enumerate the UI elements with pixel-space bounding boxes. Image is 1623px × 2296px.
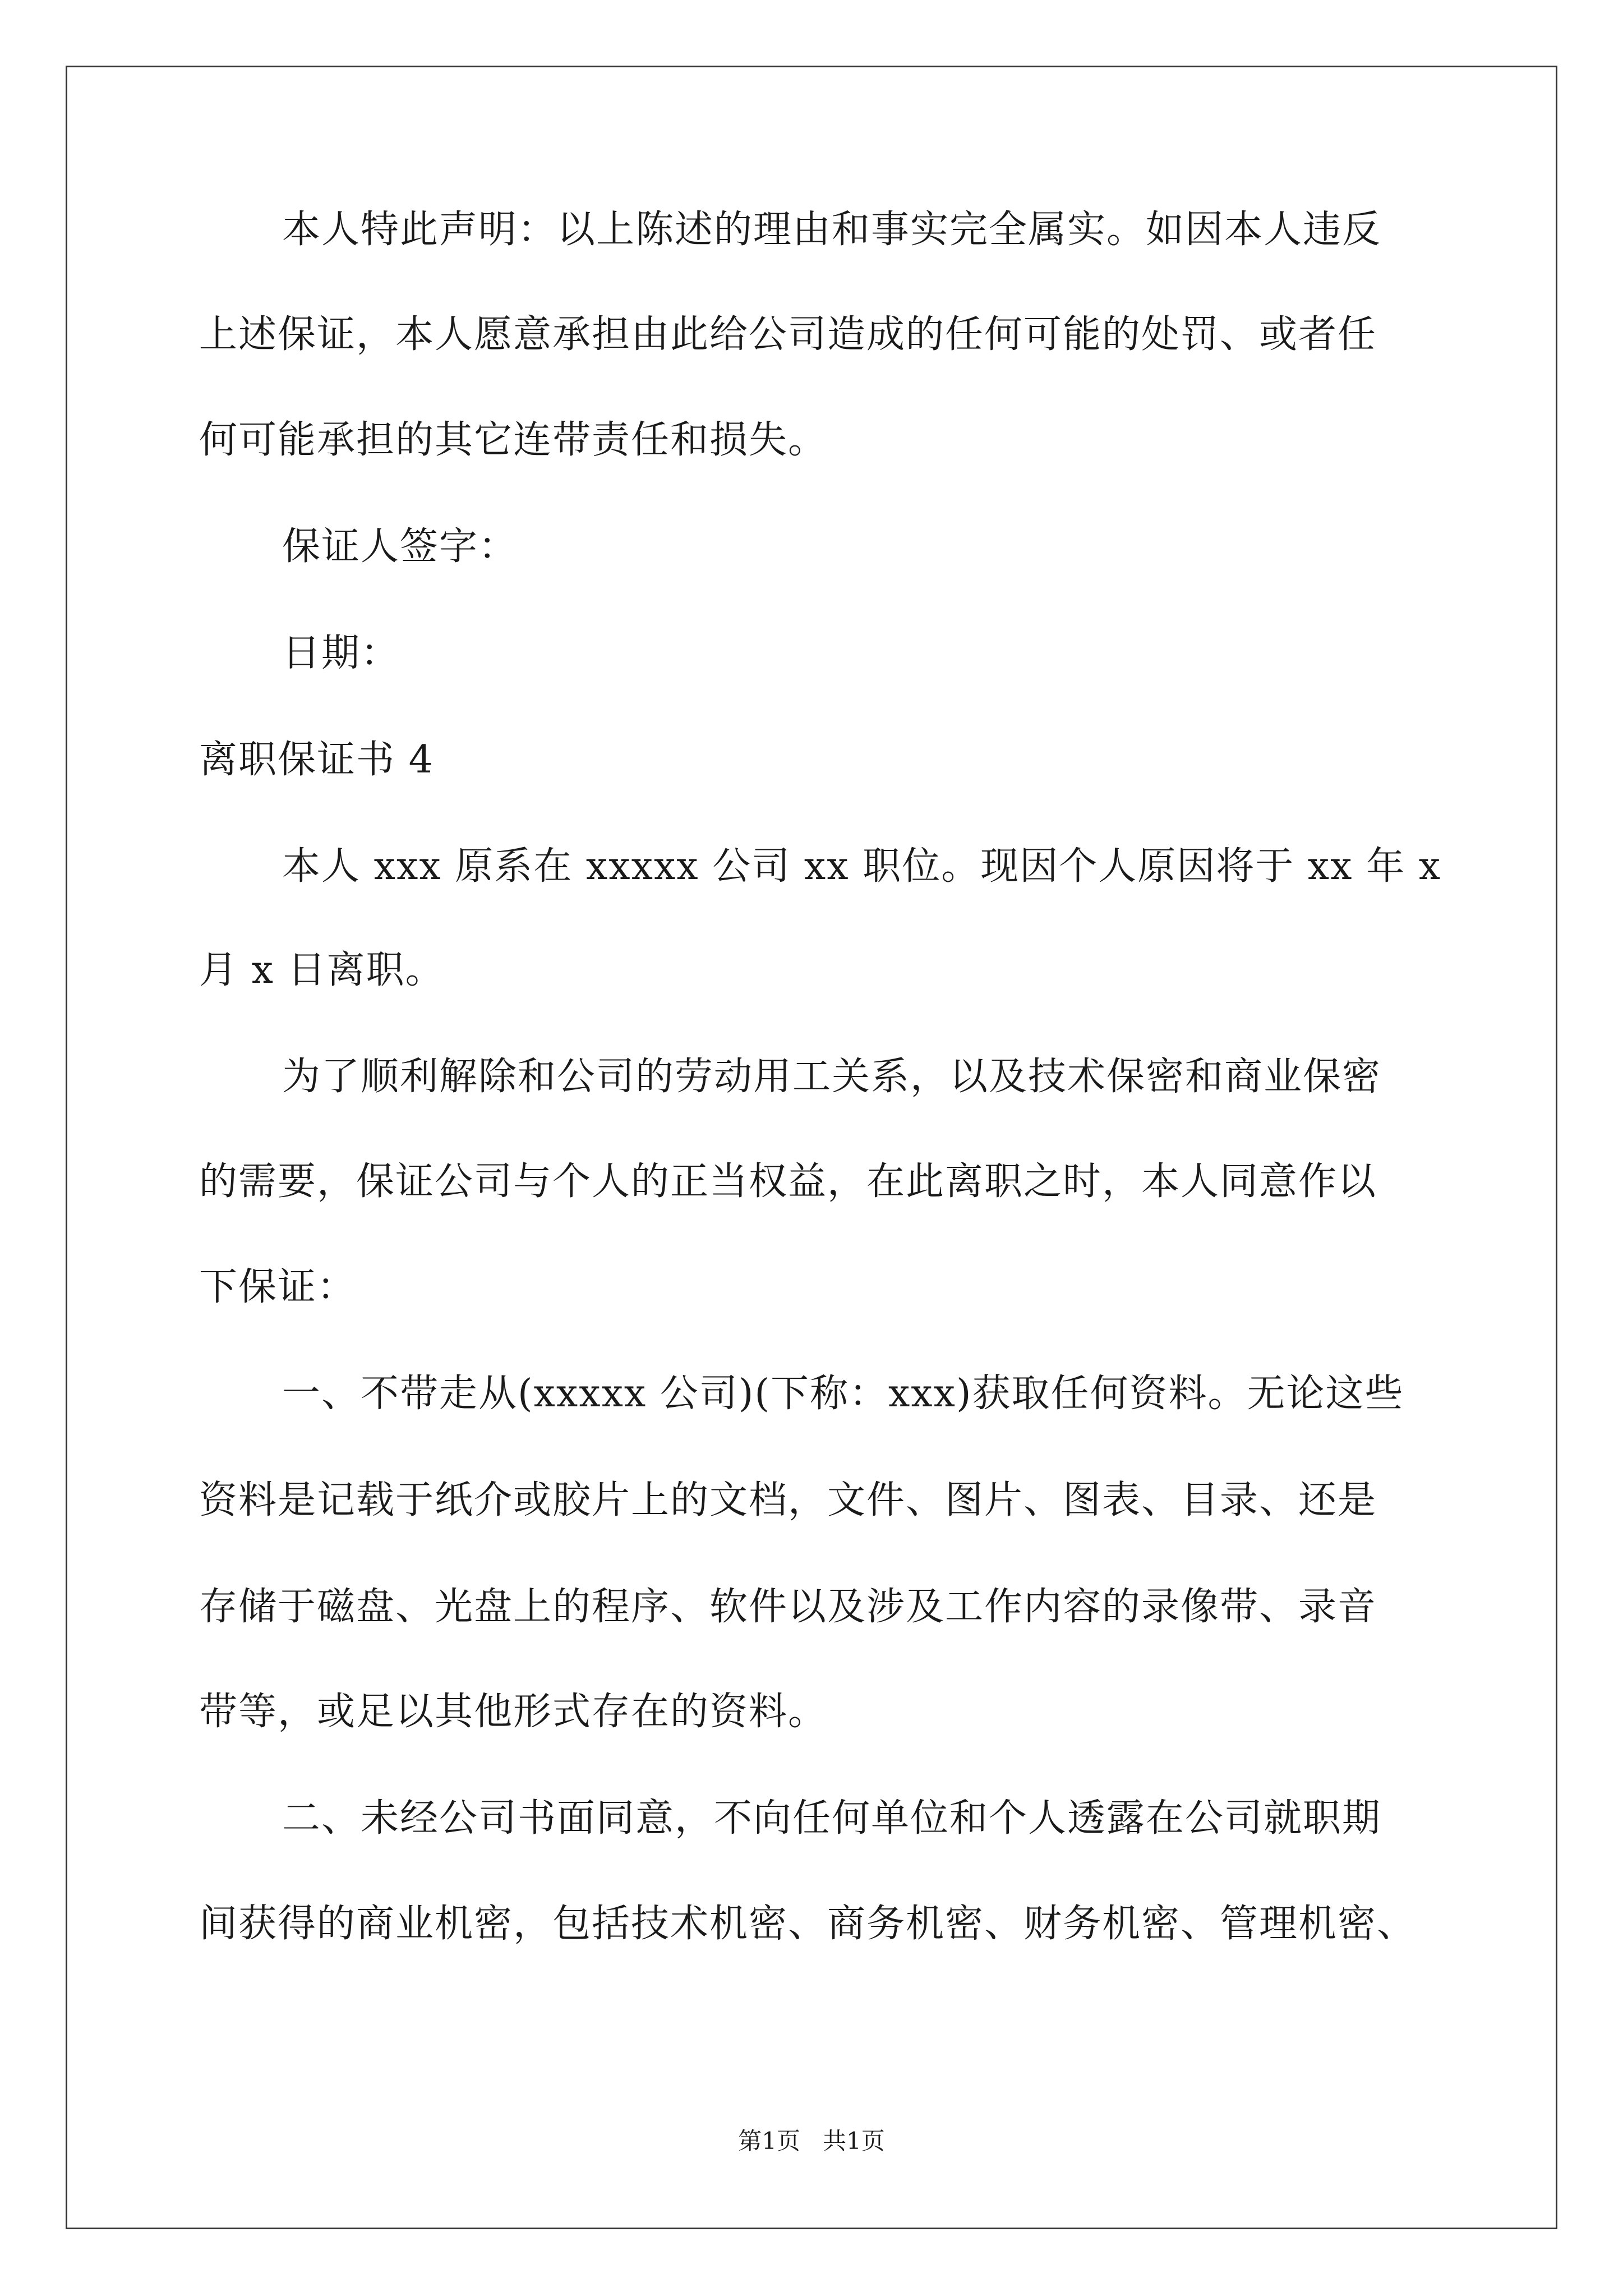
- paragraph-line: 的需要，保证公司与个人的正当权益，在此离职之时，本人同意作以: [199, 1159, 1377, 1204]
- paragraph-line: 本人特此声明：以上陈述的理由和事实完全属实。如因本人违反: [282, 208, 1382, 252]
- paragraph-line: 带等，或足以其他形式存在的资料。: [199, 1690, 828, 1734]
- paragraph-line: 资料是记载于纸介或胶片上的文档，文件、图片、图表、目录、还是: [199, 1478, 1377, 1522]
- paragraph-line: 月 x 日离职。: [199, 948, 445, 992]
- paragraph-line: 何可能承担的其它连带责任和损失。: [199, 418, 828, 462]
- paragraph-line: 一、不带走从(xxxxx 公司)(下称：xxx)获取任何资料。无论这些: [282, 1372, 1404, 1416]
- paragraph-line: 上述保证，本人愿意承担由此给公司造成的任何可能的处罚、或者任: [199, 312, 1377, 357]
- paragraph-line: 为了顺利解除和公司的劳动用工关系，以及技术保密和商业保密: [282, 1055, 1382, 1099]
- paragraph-line: 本人 xxx 原系在 xxxxx 公司 xx 职位。现因个人原因将于 xx 年 x: [282, 844, 1442, 889]
- page-footer: 第1页 共1页: [738, 2127, 885, 2155]
- signature-label: 保证人签字：: [282, 524, 518, 569]
- section-heading: 离职保证书 4: [199, 738, 434, 782]
- paragraph-line: 下保证：: [199, 1265, 357, 1309]
- paragraph-line: 二、未经公司书面同意，不向任何单位和个人透露在公司就职期: [282, 1796, 1382, 1841]
- paragraph-line: 间获得的商业机密，包括技术机密、商务机密、财务机密、管理机密、: [199, 1902, 1417, 1946]
- date-label: 日期：: [282, 631, 400, 675]
- paragraph-line: 存储于磁盘、光盘上的程序、软件以及涉及工作内容的录像带、录音: [199, 1585, 1377, 1629]
